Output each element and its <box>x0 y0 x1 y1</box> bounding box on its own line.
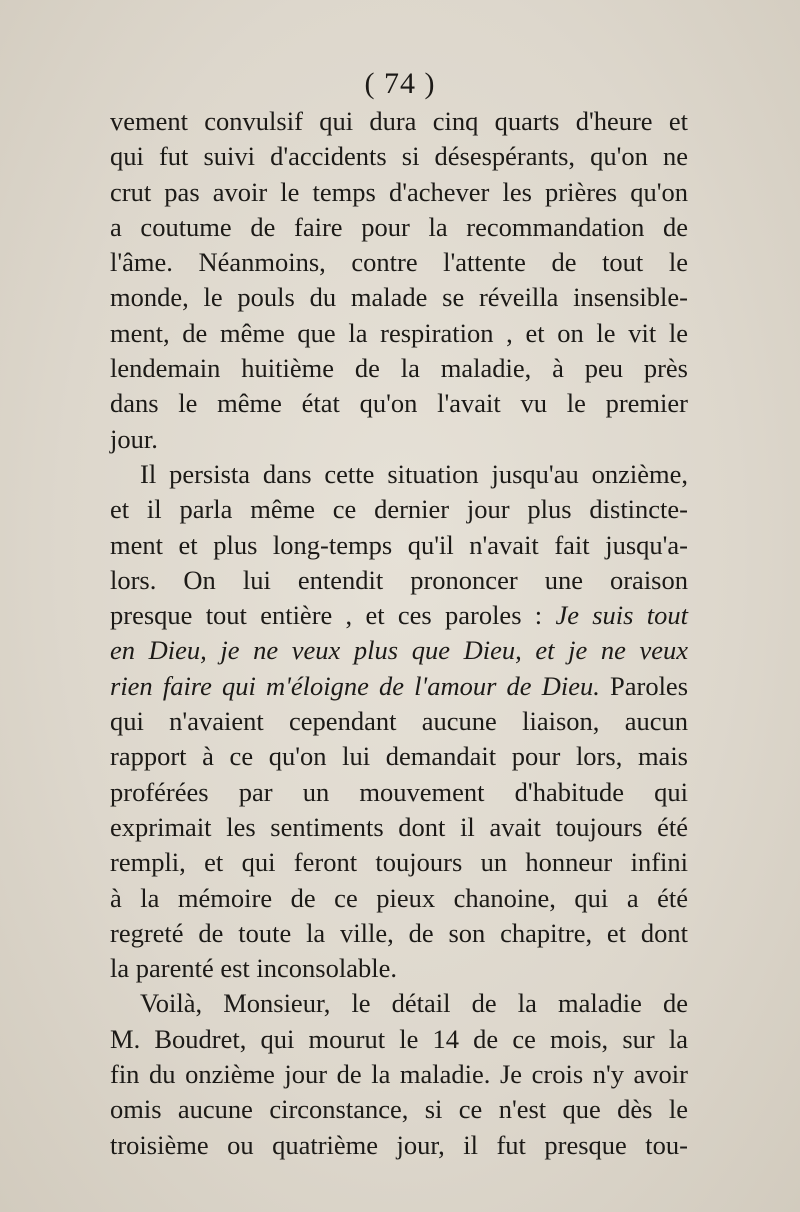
text-line <box>110 351 688 386</box>
text-segment: à la mémoire de ce pieux chanoine, qui a été <box>110 882 688 913</box>
text-segment: crut pas avoir le temps d'achever les prières qu'on <box>110 176 688 207</box>
text-line <box>110 175 688 210</box>
text-segment: exprimait les sentiments dont il avait toujours été <box>110 811 688 842</box>
text-line <box>110 1128 688 1163</box>
text-line <box>110 139 688 174</box>
text-line <box>110 492 688 527</box>
text-line <box>110 916 688 951</box>
text-segment: dans le même état qu'on l'avait vu le premier <box>110 388 688 419</box>
text-segment: fin du onzième jour de la maladie. Je crois n'y avoir <box>110 1059 688 1090</box>
text-line <box>110 704 688 739</box>
italic-text: Je suis tout <box>555 600 688 631</box>
text-segment: regreté de toute la ville, de son chapitre, et dont <box>110 917 688 948</box>
text-line <box>110 386 688 421</box>
text-segment: omis aucune circonstance, si ce n'est que dès le <box>110 1094 688 1125</box>
text-segment: Il persista dans cette situation jusqu'au onzième, <box>140 458 688 489</box>
text-line <box>110 986 688 1021</box>
text-line <box>110 280 688 315</box>
text-line <box>110 104 688 139</box>
text-line <box>110 881 688 916</box>
text-segment: lors. On lui entendit prononcer une oraison <box>110 564 688 595</box>
text-line <box>110 669 688 704</box>
text-line <box>110 951 688 986</box>
text-segment: Voilà, Monsieur, le détail de la maladie de <box>140 988 688 1019</box>
text-line <box>110 1092 688 1127</box>
text-segment: qui fut suivi d'accidents si désespérants, qu'on ne <box>110 141 688 172</box>
text-segment: Paroles <box>599 670 689 701</box>
italic-text: en Dieu, je ne veux plus que Dieu, et je ne veux <box>110 635 688 666</box>
text-segment: a coutume de faire pour la recommandation de <box>110 211 688 242</box>
text-line <box>110 316 688 351</box>
text-line <box>110 775 688 810</box>
text-line <box>110 845 688 880</box>
text-segment: l'âme. Néanmoins, contre l'attente de tout le <box>110 247 688 278</box>
text-line <box>110 810 688 845</box>
text-segment: et il parla même ce dernier jour plus distincte- <box>110 494 688 525</box>
text-line <box>110 210 688 245</box>
text-segment: rapport à ce qu'on lui demandait pour lors, mais <box>110 741 688 772</box>
text-segment: troisième ou quatrième jour, il fut presque tou- <box>110 1129 688 1160</box>
text-line <box>110 563 688 598</box>
text-line <box>110 457 688 492</box>
text-segment: jour. <box>110 423 158 454</box>
text-segment: M. Boudret, qui mourut le 14 de ce mois, sur la <box>110 1023 688 1054</box>
text-segment: qui n'avaient cependant aucune liaison, aucun <box>110 706 688 737</box>
text-segment: proférées par un mouvement d'habitude qui <box>110 776 688 807</box>
text-line <box>110 1022 688 1057</box>
italic-text: rien faire qui m'éloigne de l'amour de Dieu. <box>110 670 600 701</box>
text-segment: ment, de même que la respiration , et on le vit le <box>110 317 688 348</box>
text-segment: ment et plus long-temps qu'il n'avait fait jusqu'a- <box>110 529 688 560</box>
text-segment: vement convulsif qui dura cinq quarts d'heure et <box>110 106 688 136</box>
text-line <box>110 422 688 457</box>
text-line <box>110 1057 688 1092</box>
text-segment: presque tout entière , et ces paroles : <box>110 600 556 631</box>
body-text <box>110 104 688 1163</box>
text-segment: lendemain huitième de la maladie, à peu près <box>110 353 688 384</box>
page-number: ( 74 ) <box>364 67 436 100</box>
text-line <box>110 598 688 633</box>
text-line <box>110 245 688 280</box>
text-segment: monde, le pouls du malade se réveilla insensible- <box>110 282 688 313</box>
text-segment: la parenté est inconsolable. <box>110 953 397 984</box>
text-line <box>110 528 688 563</box>
text-line <box>110 739 688 774</box>
text-segment: rempli, et qui feront toujours un honneur infini <box>110 847 688 878</box>
text-line <box>110 633 688 668</box>
